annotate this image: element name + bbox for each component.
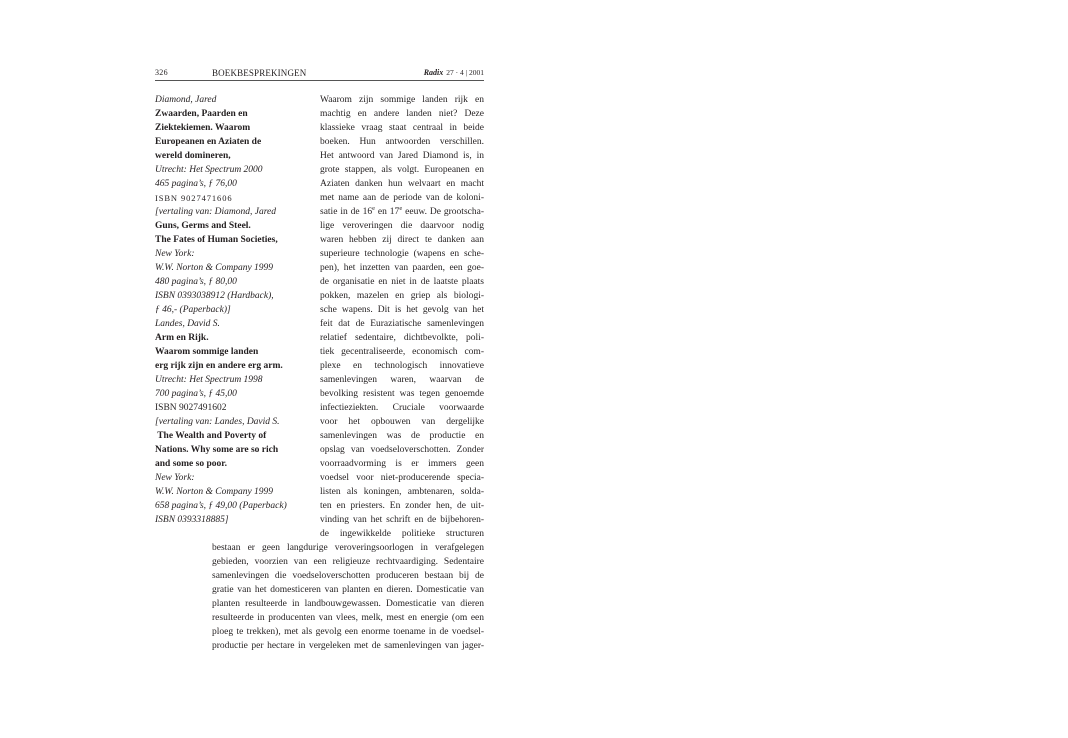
right-column-line: waren hebben zij direct te danken aan: [320, 235, 484, 245]
right-column-line: vinding van het schrift en de bijbehoren-: [320, 515, 484, 525]
right-column-line: listen als koningen, ambtenaren, solda-: [320, 487, 484, 497]
left-column-line: ISBN 0393318885]: [155, 515, 229, 525]
left-column-line: New York:: [155, 473, 195, 483]
header-rule: [155, 80, 484, 81]
left-column-line: [vertaling van: Landes, David S.: [155, 417, 280, 427]
right-column-line: de ingewikkelde politieke structuren: [320, 529, 484, 539]
left-column-line: W.W. Norton & Company 1999: [155, 263, 274, 273]
journal-name: Radix: [423, 68, 444, 77]
left-column-line: New York:: [155, 249, 195, 259]
superscript: e: [399, 204, 403, 212]
running-header: [155, 66, 484, 80]
left-column-line: Ziektekiemen. Waarom: [155, 123, 251, 133]
right-column-line: feit dat de Euraziatische samenlevingen: [320, 319, 484, 329]
left-column-line: The Wealth and Poverty of: [155, 431, 267, 441]
line-segment: eeuw. De grootscha-: [402, 207, 484, 217]
left-column-line: Landes, David S.: [155, 319, 220, 329]
line-segment: satie in de 16: [320, 207, 373, 217]
continuation-line: planten resulteerde in landbouwgewassen. Domesticatie van dieren: [212, 599, 484, 609]
left-column-line: W.W. Norton & Company 1999: [155, 487, 274, 497]
right-column-line: met name aan de periode van de koloni-: [320, 193, 484, 203]
page-number: 326: [155, 68, 168, 77]
right-column-line: infectieziekten. Cruciale voorwaarde: [320, 403, 484, 413]
right-column-line: sche wapens. Dit is het gevolg van het: [320, 305, 484, 315]
right-column-line: relatief sedentaire, dichtbevolkte, poli-: [320, 333, 484, 343]
right-column-line: lige veroveringen die daarvoor nodig: [320, 221, 484, 231]
continuation-line: productie per hectare in vergeleken met de samenlevingen van jager-: [212, 641, 484, 651]
right-column-line: voor het opbouwen van dergelijke: [320, 417, 484, 427]
line-segment: en 17: [374, 207, 400, 217]
left-column-line: erg rijk zijn en andere erg arm.: [155, 361, 283, 371]
right-column-line: pen), het inzetten van paarden, een goe-: [320, 263, 484, 273]
right-column-line: grote stappen, als volgt. Europeanen en: [320, 165, 484, 175]
right-column-line: Aziaten danken hun welvaart en macht: [320, 179, 484, 189]
continuation-line: ploeg te trekken), met als gevolg een enorme toename in de voedsel-: [212, 627, 484, 637]
continuation-line: samenlevingen die voedseloverschotten produceren bestaan bij de: [212, 571, 484, 581]
right-column-line: machtig en andere landen niet? Deze: [320, 109, 484, 119]
right-column: [320, 93, 484, 541]
right-column-line: tiek gecentraliseerde, economisch com-: [320, 347, 484, 357]
right-column-line: superieure technologie (wapens en sche-: [320, 249, 484, 259]
right-column-line: pokken, mazelen en griep als biologi-: [320, 291, 484, 301]
left-column-line: Zwaarden, Paarden en: [155, 109, 248, 119]
right-column-line: samenlevingen was de productie en: [320, 431, 484, 441]
left-column: [155, 93, 315, 527]
left-column-line: Europeanen en Aziaten de: [155, 137, 262, 147]
journal-issue: [424, 66, 484, 80]
left-column-line: 480 pagina’s, ƒ 80,00: [155, 277, 237, 287]
right-column-line: bevolking resistent was tegen genoemde: [320, 389, 484, 399]
left-column-line: wereld domineren,: [155, 151, 231, 161]
left-column-line: ƒ 46,- (Paperback)]: [155, 305, 231, 315]
left-column-line: Waarom sommige landen: [155, 347, 259, 357]
left-column-line: 658 pagina’s, ƒ 49,00 (Paperback): [155, 501, 287, 511]
continuation-text: [212, 541, 484, 653]
continuation-line: gratie van het domesticeren van planten en dieren. Domesticatie van: [212, 585, 484, 595]
left-column-line: Utrecht: Het Spectrum 2000: [155, 165, 263, 175]
right-column-line: Waarom zijn sommige landen rijk en: [320, 95, 484, 105]
continuation-line: gebieden, voorzien van een religieuze rechtvaardiging. Sedentaire: [212, 557, 484, 567]
right-column-line: opslag van voedseloverschotten. Zonder: [320, 445, 484, 455]
right-column-line: de organisatie en niet in de laatste plaats: [320, 277, 484, 287]
right-column-line: klassieke vraag staat centraal in beide: [320, 123, 484, 133]
issue-number: 27 · 4 | 2001: [446, 68, 484, 77]
right-column-line: [320, 205, 484, 219]
left-column-line: 700 pagina’s, ƒ 45,00: [155, 389, 237, 399]
left-column-line: The Fates of Human Societies,: [155, 235, 278, 245]
left-column-line: 465 pagina’s, ƒ 76,00: [155, 179, 237, 189]
left-column-line: [vertaling van: Diamond, Jared: [155, 207, 277, 217]
left-column-line: ISBN 9027491602: [155, 403, 227, 413]
left-column-line: Utrecht: Het Spectrum 1998: [155, 375, 263, 385]
left-column-line: Arm en Rijk.: [155, 333, 209, 343]
right-column-line: voorraadvorming is er immers geen: [320, 459, 484, 469]
left-column-line: ISBN 9027471606: [155, 193, 233, 203]
superscript: e: [372, 204, 375, 212]
left-column-line: ISBN 0393038912 (Hardback),: [155, 291, 274, 301]
continuation-line: bestaan er geen langdurige veroveringsoorlogen in verafgelegen: [212, 543, 484, 553]
right-column-line: plexe en technologisch innovatieve: [320, 361, 484, 371]
left-column-line: Diamond, Jared: [155, 95, 217, 105]
left-column-line: Guns, Germs and Steel.: [155, 221, 251, 231]
right-column-line: boeken. Hun antwoorden verschillen.: [320, 137, 484, 147]
right-column-line: voedsel voor niet-producerende specia-: [320, 473, 484, 483]
right-column-line: samenlevingen waren, waarvan de: [320, 375, 484, 385]
left-column-line: and some so poor.: [155, 459, 227, 469]
left-column-line: Nations. Why some are so rich: [155, 445, 279, 455]
right-column-line: ten en priesters. En zonder hen, de uit-: [320, 501, 484, 511]
section-title: BOEKBESPREKINGEN: [212, 68, 307, 78]
right-column-line: Het antwoord van Jared Diamond is, in: [320, 151, 484, 161]
continuation-line: resulteerde in producenten van vlees, melk, mest en energie (om een: [212, 613, 484, 623]
